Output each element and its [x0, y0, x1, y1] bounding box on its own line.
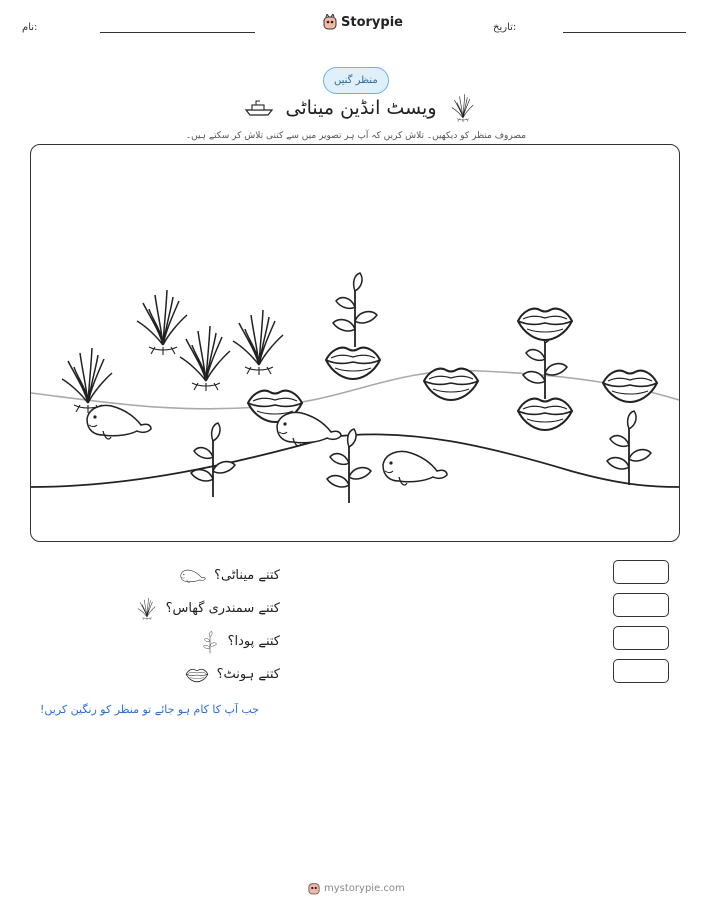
storypie-mascot-icon [323, 14, 337, 30]
plant-4 [327, 429, 371, 503]
question-label: کتنے سمندری گھاس؟ [165, 601, 280, 616]
plant-5 [607, 411, 651, 485]
boat-icon [244, 99, 274, 117]
seagrass-icon [136, 597, 158, 621]
seagrass-icon [449, 93, 477, 123]
date-line[interactable] [563, 32, 686, 33]
page-title: ویسٹ انڈین میناٹی [285, 97, 437, 119]
seagrass-1 [62, 348, 112, 413]
date-label: تاریخ: [493, 22, 517, 33]
answer-box-lips[interactable] [613, 659, 669, 683]
lips-icon [185, 667, 209, 683]
manatee-icon [180, 567, 206, 585]
brand-logo [323, 14, 403, 30]
question-label: کتنے میناٹی؟ [214, 568, 280, 583]
plant-3 [191, 423, 235, 497]
lips-2 [424, 369, 478, 400]
question-list [40, 559, 280, 691]
counting-scene [30, 144, 680, 542]
lips-3 [518, 309, 572, 340]
question-manatee [40, 559, 280, 592]
lips-5 [603, 371, 657, 402]
seagrass-4 [233, 310, 283, 375]
scene-illustration [31, 145, 679, 541]
manatee-1 [87, 406, 151, 440]
instructions: مصروف منظر کو دیکھیں۔ تلاش کریں کہ آپ ہر تصویر میں سے کتنی تلاش کر سکتے ہیں۔ [185, 131, 526, 141]
lips-1 [326, 348, 380, 379]
brand-name: Storypie [341, 14, 403, 30]
plant-1 [333, 273, 377, 347]
question-label: کتنے پودا؟ [227, 634, 280, 649]
question-lips [40, 658, 280, 691]
question-label: کتنے ہونٹ؟ [216, 667, 280, 682]
title-row [220, 92, 500, 124]
category-tag: منظر گنیں [323, 67, 389, 94]
seagrass-3 [180, 326, 230, 391]
answer-box-plant[interactable] [613, 626, 669, 650]
lips-4 [518, 399, 572, 430]
manatee-2 [277, 413, 341, 447]
question-seagrass [40, 592, 280, 625]
seagrass-2 [137, 290, 187, 355]
site-url: mystorypie.com [324, 882, 405, 894]
name-line[interactable] [100, 32, 255, 33]
question-plant [40, 625, 280, 658]
name-label: نام: [22, 22, 38, 33]
manatee-3 [383, 452, 447, 486]
answer-box-seagrass[interactable] [613, 593, 669, 617]
coloring-note: جب آپ کا کام ہو جائے تو منظر کو رنگین کریں! [40, 703, 260, 716]
answer-box-manatee[interactable] [613, 560, 669, 584]
site-footer[interactable] [308, 881, 405, 895]
storypie-mascot-icon [308, 881, 320, 895]
plant-icon [200, 630, 220, 654]
